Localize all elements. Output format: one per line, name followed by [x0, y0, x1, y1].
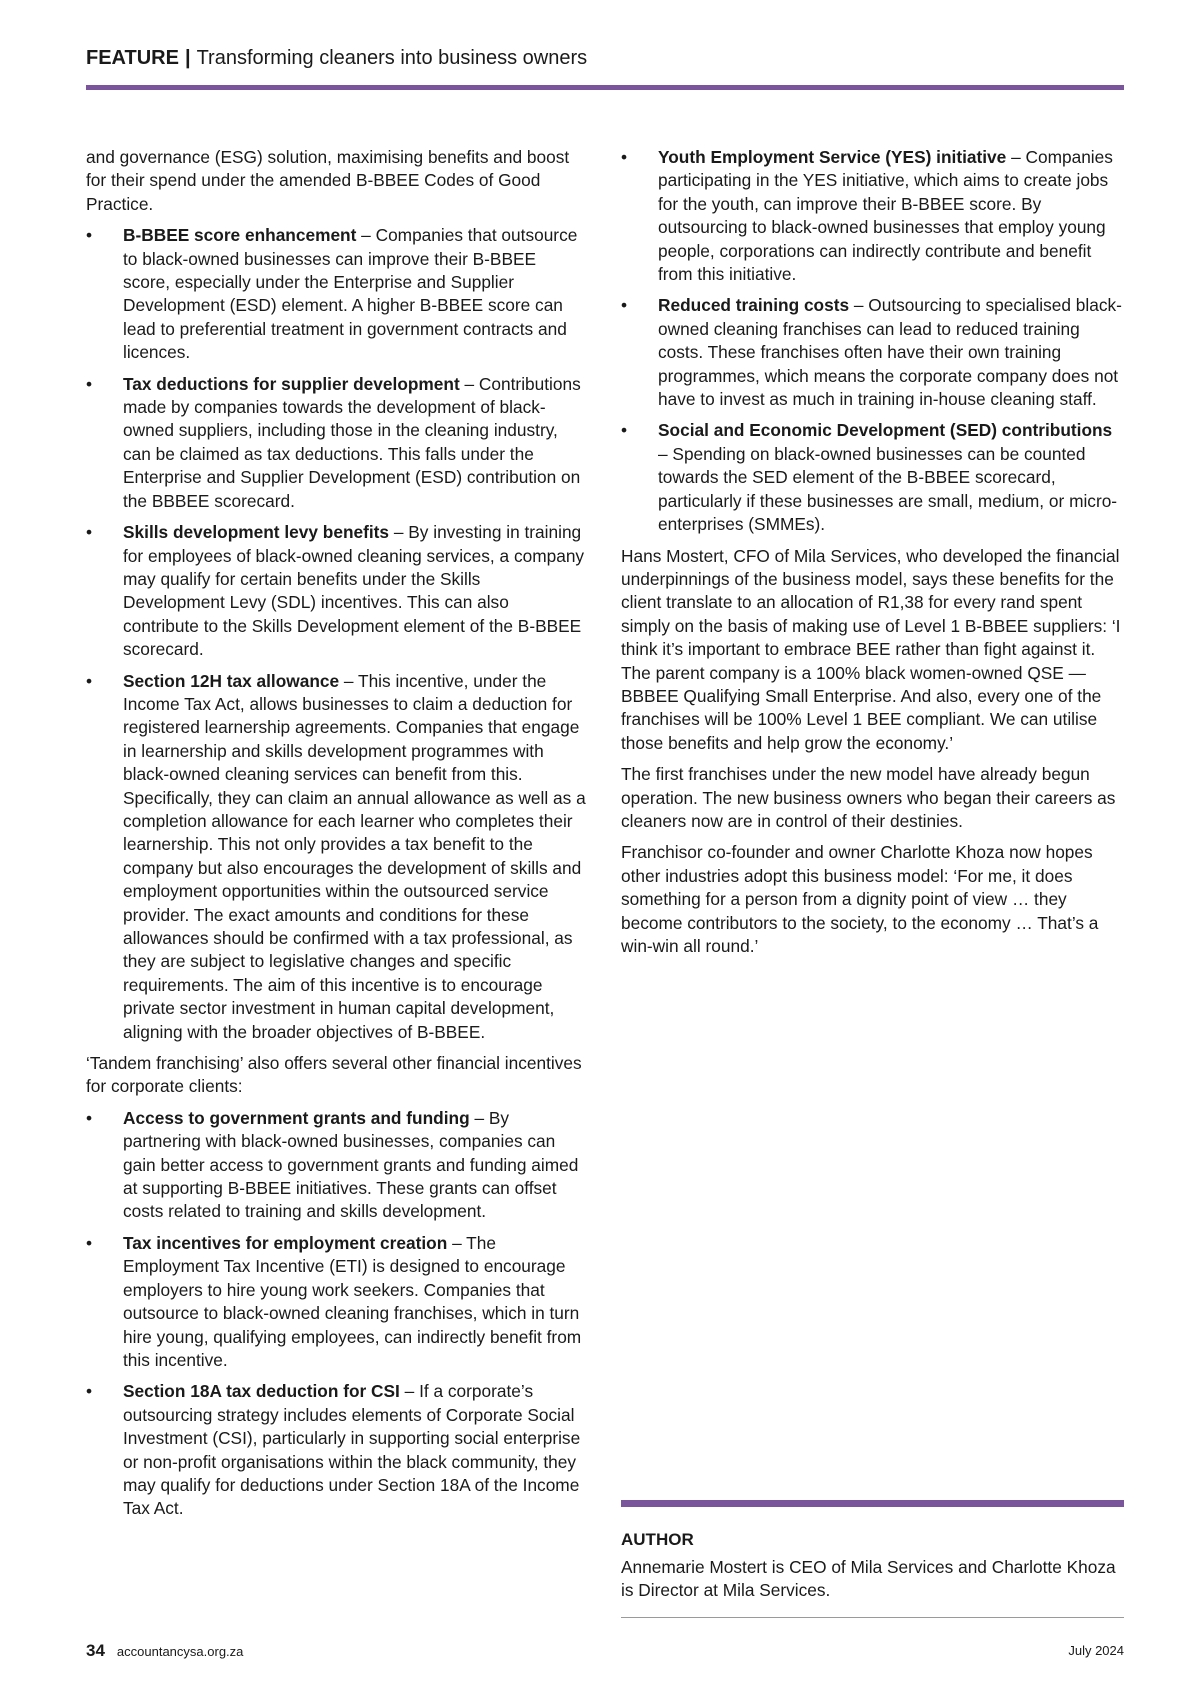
body-paragraph: Franchisor co-founder and owner Charlotte Khoza now hopes other industries adopt this business model: ‘For me, it does something for a person from a dignity point of view … they become contributors to the society, to the economy … That’s a win-win all round.’ — [621, 842, 1099, 956]
item-text: – By investing in training for employees of black-owned cleaning services, a company may qualify for certain benefits under the Skills Development Levy (SDL) incentives. This can also contribute to the Skills Development element of the B-BBEE scorecard. — [123, 522, 585, 660]
item-term: Tax incentives for employment creation — [123, 1232, 448, 1253]
header-rule — [86, 85, 1124, 90]
list-item — [86, 521, 586, 661]
header-separator: | — [184, 47, 191, 69]
list-item — [86, 224, 586, 364]
list-item — [86, 1107, 586, 1224]
author-rule — [621, 1500, 1124, 1507]
item-term: B-BBEE score enhancement — [123, 225, 357, 246]
item-term: Skills development levy benefits — [123, 522, 390, 543]
middle-paragraph: ‘Tandem franchising’ also offers several other financial incentives for corporate clients: — [86, 1053, 582, 1097]
left-column — [86, 146, 586, 1529]
right-column — [621, 146, 1124, 966]
item-text: – Spending on black-owned businesses can be counted towards the SED element of the B-BBEE scorecard, particularly if these businesses are small, medium, or micro-enterprises (SMMEs). — [658, 443, 1118, 535]
item-text: – By partnering with black-owned businesses, companies can gain better access to government grants and funding aimed at supporting B-BBEE initiatives. These grants can offset costs related to training and skills development. — [123, 1107, 579, 1222]
item-term: Social and Economic Development (SED) contributions — [658, 420, 1113, 441]
benefits-list-1 — [86, 224, 586, 1044]
website-link[interactable]: accountancysa.org.za — [116, 1644, 244, 1659]
list-item — [621, 294, 1124, 411]
bullet-icon: • — [86, 522, 93, 543]
item-text: – The Employment Tax Incentive (ETI) is designed to encourage employers to hire young work seekers. Companies that outsource to black-owned cleaning franchises, which in turn hire young, qualifying employees, can indirectly benefit from this incentive. — [123, 1232, 582, 1370]
bullet-icon: • — [621, 295, 628, 316]
item-text: – Companies participating in the YES initiative, which aims to create jobs for the youth, can improve their B-BBEE score. By outsourcing to black-owned businesses that employ young people, corporations can indirectly contribute and benefit from this initiative. — [658, 147, 1113, 285]
page-header — [86, 44, 1124, 72]
list-item — [621, 146, 1124, 286]
body-paragraph: The first franchises under the new model have already begun operation. The new business owners who began their careers as cleaners now are in control of their destinies. — [621, 764, 1116, 831]
bullet-icon: • — [621, 147, 628, 167]
list-item — [86, 373, 586, 513]
section-label: FEATURE — [86, 47, 179, 69]
bullet-icon: • — [621, 420, 628, 441]
bullet-icon: • — [86, 373, 93, 394]
bullet-icon: • — [86, 1107, 93, 1128]
bullet-icon: • — [86, 1232, 93, 1253]
author-bottom-rule — [621, 1617, 1124, 1618]
item-text: – Outsourcing to specialised black-owned cleaning franchises can lead to reduced training costs. These franchises often have their own training programmes, which means the corporate company does not have to invest as much in training in-house cleaning staff. — [658, 295, 1122, 410]
author-heading: AUTHOR — [621, 1530, 694, 1549]
item-text: – Contributions made by companies towards the development of black-owned suppliers, including those in the cleaning industry, can be claimed as tax deductions. This falls under the Enterprise and Supplier Development (ESD) contribution on the BBBEE scorecard. — [123, 373, 581, 511]
item-term: Section 18A tax deduction for CSI — [123, 1381, 400, 1402]
article-title: Transforming cleaners into business owners — [196, 47, 588, 69]
body-paragraph: Hans Mostert, CFO of Mila Services, who developed the financial underpinnings of the business model, says these benefits for the client translate to an allocation of R1,38 for every rand spent simply on the basis of making use of Level 1 B-BBEE suppliers: ‘I think it’s important to embrace BEE rather than fight against it. The parent company is a 100% black women-owned QSE — BBBEE Qualifying Small Enterprise. And also, every one of the franchises will be 100% Level 1 BEE compliant. We can utilise those benefits and help grow the economy.’ — [621, 545, 1121, 753]
benefits-list-2 — [86, 1107, 586, 1521]
issue-date: July 2024 — [1068, 1643, 1124, 1658]
item-text: – Companies that outsource to black-owned businesses can improve their B-BBEE score, especially under the Enterprise and Supplier Development (ESD) element. A higher B-BBEE score can lead to preferential treatment in government contracts and licences. — [123, 225, 578, 363]
item-term: Access to government grants and funding — [123, 1107, 470, 1128]
item-term: Youth Employment Service (YES) initiative — [658, 147, 1007, 167]
list-item — [86, 670, 586, 1045]
item-text: – If a corporate’s outsourcing strategy includes elements of Corporate Social Investment (CSI), particularly in supporting social enterprise or non-profit organisations within the black community, they may qualify for deductions under Section 18A of the Income Tax Act. — [123, 1381, 581, 1519]
author-bio: Annemarie Mostert is CEO of Mila Services and Charlotte Khoza is Director at Mila Services. — [621, 1557, 1116, 1601]
item-term: Reduced training costs — [658, 295, 850, 316]
intro-paragraph: and governance (ESG) solution, maximising benefits and boost for their spend under the amended B-BBEE Codes of Good Practice. — [86, 147, 570, 214]
list-item — [86, 1232, 586, 1372]
item-term: Section 12H tax allowance — [123, 670, 340, 691]
footer-left — [86, 1641, 243, 1662]
bullet-icon: • — [86, 670, 93, 691]
item-text: – This incentive, under the Income Tax Act, allows businesses to claim a deduction for registered learnership agreements. Companies that engage in learnership and skills development programmes with black-owned cleaning services can benefit from this. Specifically, they can claim an annual allowance as well as a completion allowance for each learner who completes their learnership. This not only provides a tax benefit to the company but also encourages the development of skills and employment opportunities within the outsourced service provider. The exact amounts and conditions for these allowances should be confirmed with a tax professional, as they are subject to legislative changes and specific requirements. The aim of this incentive is to encourage private sector investment in human capital development, aligning with the broader objectives of B-BBEE. — [123, 670, 586, 1042]
page-number: 34 — [86, 1641, 105, 1660]
benefits-list-3 — [621, 146, 1124, 537]
bullet-icon: • — [86, 225, 93, 246]
list-item — [621, 419, 1124, 536]
bullet-icon: • — [86, 1381, 93, 1402]
item-term: Tax deductions for supplier development — [123, 373, 460, 394]
list-item — [86, 1380, 586, 1520]
